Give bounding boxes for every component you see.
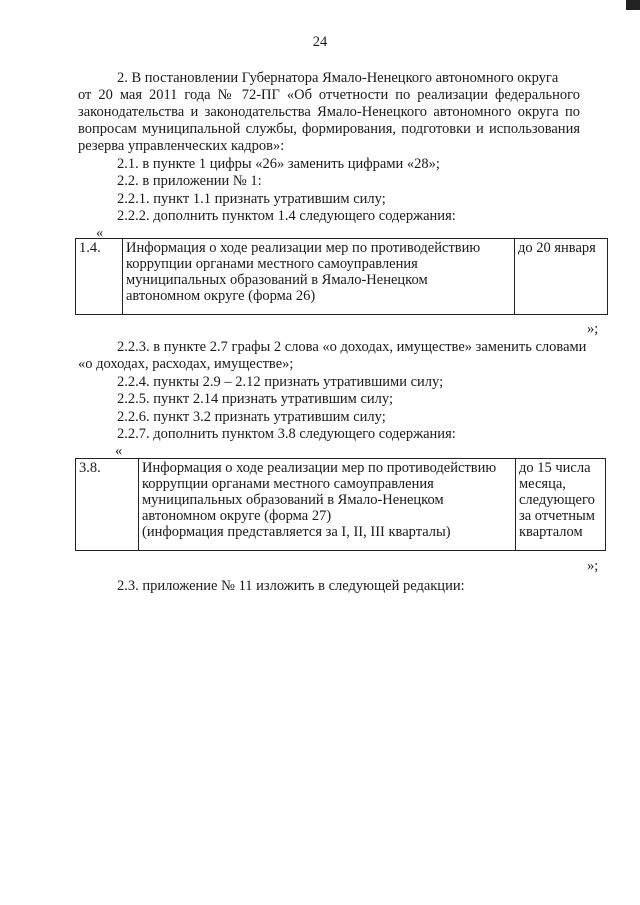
table2-number: 3.8. (76, 459, 139, 551)
item-2-3: 2.3. приложение № 11 изложить в следующей редакции: (117, 578, 465, 594)
table2-term: до 15 числа месяца, следующего за отчетным кварталом (516, 459, 606, 551)
table1-number: 1.4. (76, 239, 123, 315)
item-2-2-3-line-1: 2.2.3. в пункте 2.7 графы 2 слова «о доходах, имуществе» заменить словами (117, 339, 587, 355)
item-2-2-1: 2.2.1. пункт 1.1 признать утратившим силу; (117, 191, 386, 207)
item-2-2-6: 2.2.6. пункт 3.2 признать утратившим силу; (117, 409, 386, 425)
item-2-2-2: 2.2.2. дополнить пунктом 1.4 следующего содержания: (117, 208, 456, 224)
item-2-2-3-line-2: «о доходах, расходах, имуществе»; (78, 356, 294, 372)
table1-description: Информация о ходе реализации мер по противодействию коррупции органами местного самоуправления муниципальных образований в Ямало-Ненецком автономном округе (форма 26) (123, 239, 515, 315)
scan-corner-mark (626, 0, 640, 10)
item-2-2-5: 2.2.5. пункт 2.14 признать утратившим силу; (117, 391, 393, 407)
intro-line-1: 2. В постановлении Губернатора Ямало-Ненецкого автономного округа (117, 70, 559, 86)
table-item-3-8 (75, 458, 606, 551)
table2-description: Информация о ходе реализации мер по противодействию коррупции органами местного самоуправления муниципальных образований в Ямало-Ненецком автономном округе (форма 27) (информация представляется за I, II, III кварталы) (139, 459, 516, 551)
item-2-2-7: 2.2.7. дополнить пунктом 3.8 следующего содержания: (117, 426, 456, 442)
item-2-1: 2.1. в пункте 1 цифры «26» заменить цифрами «28»; (117, 156, 440, 172)
open-quote-2: « (115, 443, 123, 459)
table-item-1-4 (75, 238, 608, 315)
table1-term: до 20 января (515, 239, 608, 315)
page-number: 24 (312, 34, 328, 50)
intro-line-5: резерва управленческих кадров»: (78, 138, 285, 154)
close-quote-1: »; (587, 321, 599, 337)
intro-line-4: вопросам муниципальной службы, формирования, подготовки и использования (78, 121, 580, 137)
item-2-2-4: 2.2.4. пункты 2.9 – 2.12 признать утратившими силу; (117, 374, 444, 390)
intro-line-2: от 20 мая 2011 года № 72-ПГ «Об отчетности по реализации федерального (78, 87, 580, 103)
item-2-2: 2.2. в приложении № 1: (117, 173, 262, 189)
intro-line-3: законодательства и законодательства Ямало-Ненецкого автономного округа по (78, 104, 580, 120)
open-quote-1: « (96, 225, 104, 241)
close-quote-2: »; (587, 558, 599, 574)
